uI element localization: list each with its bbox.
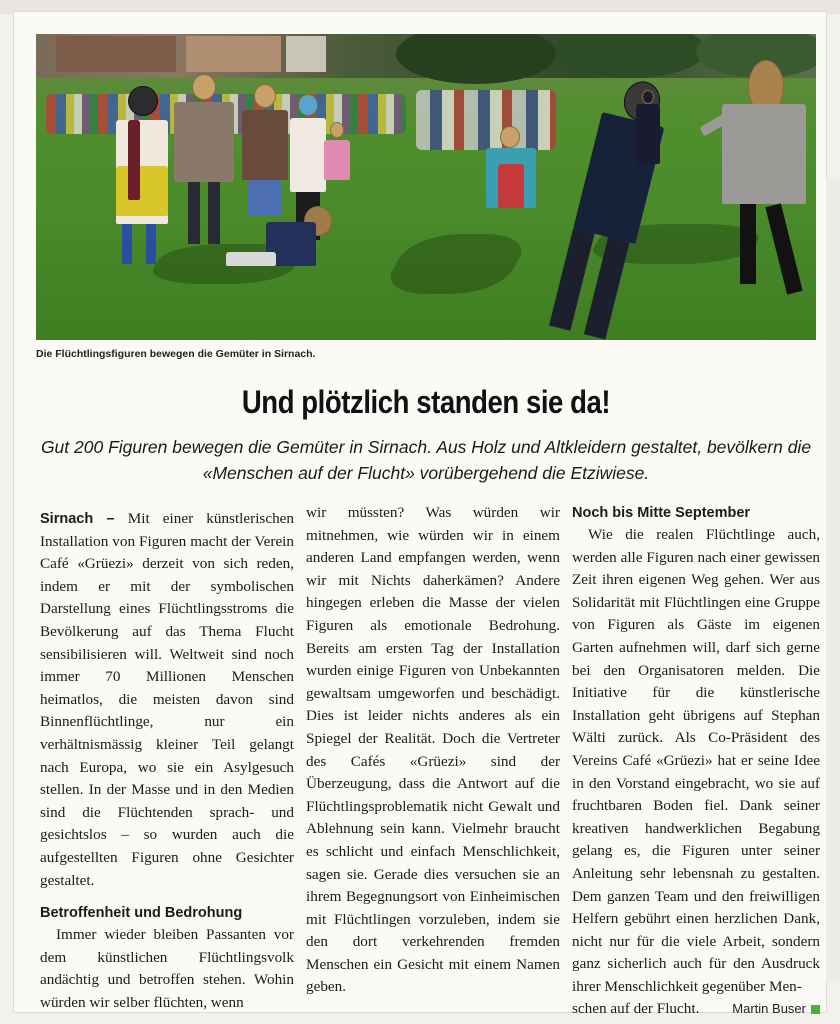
fallen-scarecrow-figure	[226, 202, 346, 272]
article-lead: Gut 200 Figuren bewegen die Gemüter in Sirnach. Aus Holz und Altkleidern gestaltet, bevölkern die «Menschen auf der Flucht» vorübergehend die Etziwiese.	[40, 437, 812, 483]
photo-caption: Die Flüchtlingsfiguren bewegen die Gemüter in Sirnach.	[36, 348, 316, 360]
paragraph: Immer wieder bleiben Passanten vor dem künstlichen Flüchtlingsvolk andächtig und betroffen stehen. Wohin würden wir selber flüchten, wenn	[40, 926, 294, 1011]
author-name: Martin Buser	[732, 1001, 806, 1017]
paragraph: wir müssten? Was würden wir mitnehmen, wie würden wir in einem anderen Land empfangen werden, wenn wir mit Nichts daherkämen? Andere hingegen erleben die Masse der vielen Figuren als emotionale Bedrohung. Bereits am ersten Tag der Installation wurden einige Figuren von Unbekannten gewaltsam umgeworfen und beschädigt. Dies ist leider nichts anderes als ein Spiegel der Realität. Doch die Vertreter des Cafés «Grüezi» sind der Überzeugung, dass die Antwort auf die Flüchtlingsproblematik nicht Gewalt und Ablehnung sein kann. Vielmehr braucht es schlicht und einfach Menschlichkeit, sagen sie. Gerade dies versuchen sie an ihrem Begegnungsort von Einheimischen mit Flüchtlingen vorzuleben, indem sie den dort verkehrenden fremden Menschen ein Gesicht mit einem Namen geben.	[306, 504, 560, 996]
paragraph: Wie die realen Flüchtlinge auch, werden alle Figuren nach einer gewissen Zeit ihren eigenen Weg gehen. Wer aus Solidarität mit Flüchtlingen eine Gruppe von Figuren als Gäste im eigenen Garten aufnehmen will, darf sich gerne bei den Organisatoren melden. Die Initiative für die künstlerische Installation geht übrigens auf Stephan Wälti zurück. Als Co-Präsident des Vereins Café «Grüezi» hat er seine Idee in den Vorstand eingebracht, wo sie auf fruchtbaren Boden fiel. Dank seiner kreativen handwerklichen Begabung gelang es, die Figuren unter seiner Anleitung sehr lebensnah zu gestalten. Dem ganzen Team und den freiwilligen Helfern gebührt einen herzlichen Dank, nicht nur für die viele Arbeit, sondern ganz sicherlich auch für den Ausdruck ihrer Menschlichkeit gegenüber Men-	[572, 526, 820, 995]
scarecrow-figure	[174, 74, 234, 254]
subheading: Betroffenheit und Bedrohung	[40, 905, 243, 922]
scarecrow-figure	[700, 60, 816, 300]
scarecrow-figure	[322, 122, 352, 212]
author-signature	[732, 998, 820, 1021]
article-headline: Und plötzlich standen sie da!	[241, 384, 611, 420]
closing-line	[572, 998, 820, 1021]
end-marker-icon	[811, 1005, 820, 1014]
article-photo	[36, 34, 816, 340]
article-column-3	[572, 502, 820, 1021]
scarecrow-figure	[110, 86, 170, 266]
paragraph-text: Mit einer künstlerischen Installation von Figuren macht der Verein Café «Grüezi» derzeit von sich reden, indem er mit der symbolischen Darstellung eines Flüchtlingsstroms die Bevölkerung auf das Thema Flucht sensibilisieren will. Weltweit sind noch immer 70 Millionen Menschen heimatlos, die meisten davon sind Binnenflüchtlinge, nur ein verhältnismässig kleiner Teil gelangt nach Europa, wo sie ein Asylgesuch stellen. In der Masse und in den Medien sind die Flüchtenden sprach- und gesichtslos – so wurden auch die aufgestellten Figuren ohne Gesichter gestaltet.	[40, 510, 294, 889]
article-column-1	[40, 508, 294, 1014]
photo-house	[186, 36, 281, 72]
scan-right-edge	[826, 180, 840, 980]
dateline: Sirnach –	[40, 511, 115, 527]
subheading: Noch bis Mitte September	[572, 505, 751, 521]
photo-tower	[286, 36, 326, 72]
paragraph	[40, 508, 294, 892]
scarecrow-figure	[486, 126, 536, 236]
scarecrow-figure	[636, 90, 660, 180]
photo-shadow	[379, 234, 534, 294]
paragraph-end: schen auf der Flucht.	[572, 1000, 700, 1018]
article-column-2	[306, 502, 560, 999]
photo-barn	[56, 36, 176, 72]
